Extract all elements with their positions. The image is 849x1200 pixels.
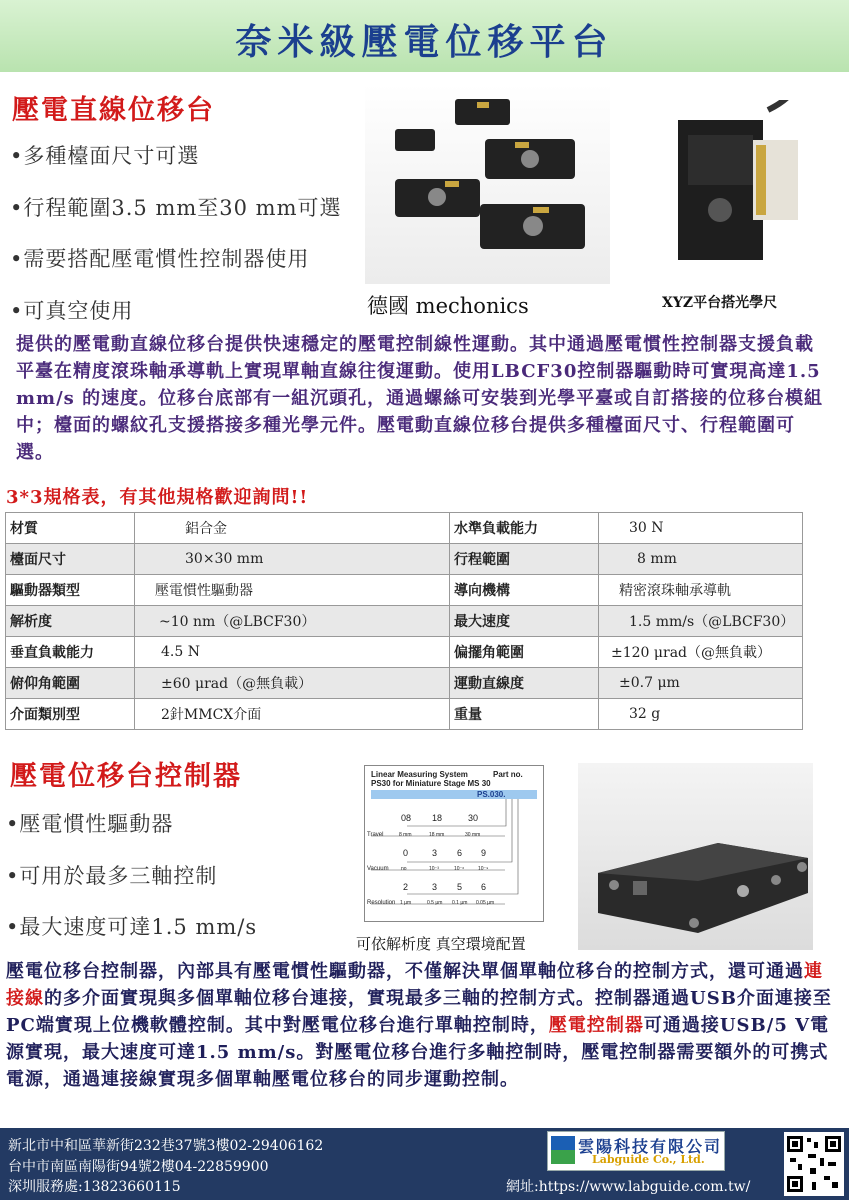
diagram-value: 08 [401,813,412,823]
controller-description [6,958,836,1093]
table-row [6,575,803,606]
diagram-value: 0 [403,848,409,858]
company-logo [547,1131,725,1171]
diagram-unit: 1 µm [400,900,412,906]
spec-value: 精密滾珠軸承導軌 [599,575,803,606]
table-row [6,637,803,668]
linear-stage-description: 提供的壓電動直線位移台提供快速穩定的壓電控制線性運動。其中通過壓電慣性控制器支援負載平臺在精度滾珠軸承導軌上實現單軸直線往復運動。使用LBCF30控制器驅動時可實現高達1.5 mm/s 的速度。位移台底部有一組沉頭孔，通過螺絲可安裝到光學平臺或自訂搭接的位移台模組中；檯面的螺紋孔支援搭接多種光學元件。壓電動直線位移台提供多種檯面尺寸、行程範圍可選。 [16,334,824,463]
address-line: 台中市南區南陽街94號2樓04-22859900 [8,1159,269,1175]
diagram-value: 2 [403,882,409,892]
diagram-label: Travel [367,832,384,838]
para-text: 的多介面實現與多個單軸位移台連接，實現最多三軸的控制方式。控制器通過USB介面連接至PC端實現上位機軟體控制。其中對壓電位移台進行單軸控制時， [6,988,832,1036]
spec-key: 介面類別型 [6,699,135,730]
section-title-linear-stage: 壓電直線位移台 [12,95,215,126]
para-highlight: 連接線 [6,961,823,1009]
spec-value: 鋁合金 [135,513,450,544]
diagram-value: 9 [481,848,487,858]
diagram-unit: 30 mm [465,832,481,838]
spec-key: 重量 [450,699,599,730]
caption-xyz: XYZ平台搭光學尺 [662,295,778,311]
bullet-item: •需要搭配壓電慣性控制器使用 [10,247,310,271]
spec-key: 最大速度 [450,606,599,637]
spec-value: 1.5 mm/s（@LBCF30） [599,606,803,637]
spec-value: ~10 nm（@LBCF30） [135,606,450,637]
para-text: 壓電位移台控制器，內部具有壓電慣性驅動器，不僅解決單個單軸位移台的控制方式，還可通過 [6,961,804,982]
controller-photo [578,763,813,950]
spec-key: 垂直負載能力 [6,637,135,668]
para-text: 可通過接USB/5 V電源實現，最大速度可達1.5 mm/s。對壓電位移台進行多軸控制時，壓電控制器需要額外的可携式電源，通過連接線實現多個單軸壓電位移台的同步運動控制。 [6,1015,830,1090]
bullet-item: •多種檯面尺寸可選 [10,144,200,168]
bullet-item: •可真空使用 [10,299,134,323]
bullet-item: •可用於最多三軸控制 [6,864,218,888]
linear-stages-photo [365,84,610,284]
website-link[interactable]: 網址:https://www.labguide.com.tw/ [506,1179,751,1195]
part-number-diagram [364,765,544,922]
table-row [6,544,803,575]
diagram-value: 6 [481,882,487,892]
table-row [6,668,803,699]
spec-value: 壓電慣性驅動器 [135,575,450,606]
spec-key: 行程範圍 [450,544,599,575]
bullet-item: •最大速度可達1.5 mm/s [6,915,258,939]
spec-value: 32 g [599,699,803,730]
table-row [6,513,803,544]
spec-key: 水準負載能力 [450,513,599,544]
diagram-partno: PS.030. [477,790,506,799]
spec-key: 運動直線度 [450,668,599,699]
diagram-heading: PS30 for Miniature Stage MS 30 [371,779,491,788]
diagram-value: 3 [432,848,438,858]
page-header [0,0,849,72]
spec-key: 解析度 [6,606,135,637]
diagram-value: 30 [468,813,479,823]
bullet-item: •壓電慣性驅動器 [6,812,174,836]
diagram-heading: Part no. [493,770,523,779]
diagram-value: 18 [432,813,443,823]
diagram-heading: Linear Measuring System [371,770,468,779]
diagram-unit: 0.1 µm [452,900,468,906]
diagram-unit: 10⁻⁹ [478,866,489,872]
spec-table [5,512,803,730]
spec-key: 俯仰角範圍 [6,668,135,699]
spec-value: 4.5 N [135,637,450,668]
section-title-controller: 壓電位移台控制器 [10,761,242,792]
diagram-unit: no [401,866,407,872]
spec-value: ±120 μrad（@無負載） [599,637,803,668]
diagram-value: 6 [457,848,463,858]
spec-value: 30 N [599,513,803,544]
spec-key: 偏擺角範圍 [450,637,599,668]
spec-value: 8 mm [599,544,803,575]
spec-key: 驅動器類型 [6,575,135,606]
spec-key: 檯面尺寸 [6,544,135,575]
bullet-item: •行程範圍3.5 mm至30 mm可選 [10,196,342,220]
spec-key: 材質 [6,513,135,544]
company-name: 雲陽科技有限公司 [578,1137,723,1156]
diagram-unit: 10⁻⁶ [454,866,465,872]
para-highlight: 壓電控制器 [548,1015,644,1036]
spec-table-title: 3*3規格表，有其他規格歡迎詢問!! [6,487,309,508]
qr-code-icon [784,1132,844,1196]
diagram-value: 3 [432,882,438,892]
caption-mechonics: 德國 mechonics [367,294,529,318]
spec-key: 導向機構 [450,575,599,606]
diagram-unit: 8 mm [399,832,412,838]
xyz-stage-photo [668,100,808,272]
caption-config: 可依解析度 真空環境配置 [356,935,526,953]
spec-value: ±60 μrad（@無負載） [135,668,450,699]
diagram-unit: 18 mm [429,832,445,838]
address-line: 深圳服務處:13823660115 [8,1179,181,1195]
diagram-unit: 0.05 µm [476,900,495,906]
table-row [6,606,803,637]
spec-value: 30×30 mm [135,544,450,575]
company-name-en: Labguide Co., Ltd. [592,1153,705,1166]
diagram-unit: 0.5 µm [427,900,443,906]
diagram-unit: 10⁻³ [429,866,439,872]
diagram-label: Resolution [367,900,396,906]
diagram-value: 5 [457,882,463,892]
diagram-label: Vacuum [367,866,389,872]
address-line: 新北市中和區華新街232巷37號3樓02-29406162 [8,1138,324,1154]
table-row [6,699,803,730]
spec-value: ±0.7 μm [599,668,803,699]
spec-value: 2針MMCX介面 [135,699,450,730]
page-title: 奈米級壓電位移平台 [235,21,614,63]
